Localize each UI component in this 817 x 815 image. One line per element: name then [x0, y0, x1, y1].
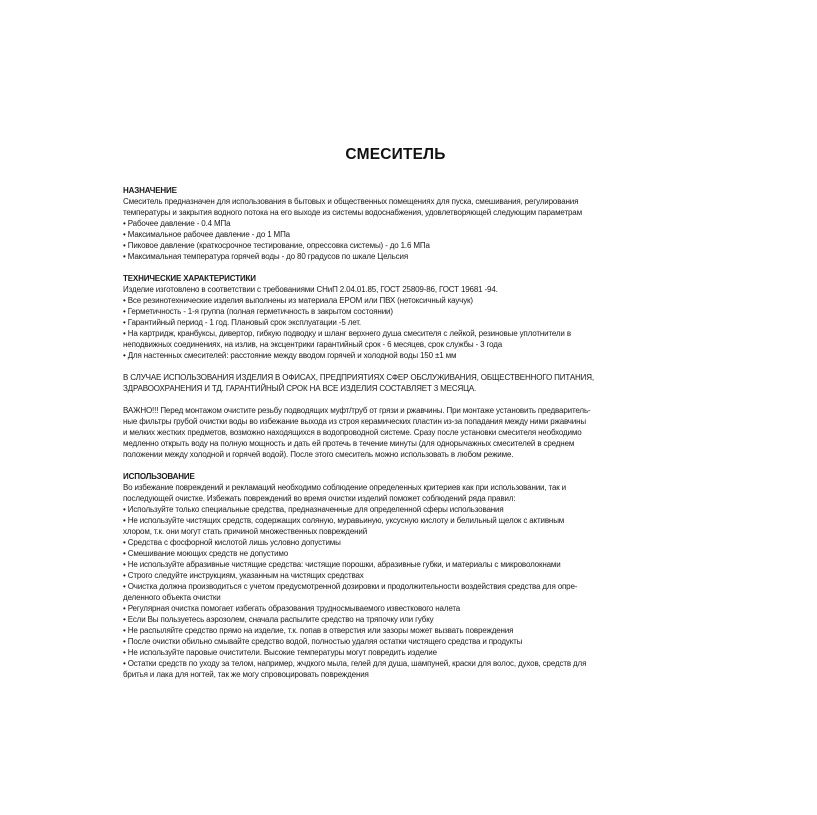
text-line: хлором, т.к. они могут стать причиной множественных повреждений [123, 527, 368, 536]
section-usage [123, 471, 668, 680]
list-item: • Гарантийный период - 1 год. Плановый срок эксплуатации -5 лет. [123, 318, 361, 327]
list-item: • Максимальная температура горячей воды - до 80 градусов по шкале Цельсия [123, 252, 408, 261]
notice-line: В СЛУЧАЕ ИСПОЛЬЗОВАНИЯ ИЗДЕЛИЯ В ОФИСАХ, ПРЕДПРИЯТИЯХ СФЕР ОБСЛУЖИВАНИЯ, ОБЩЕСТВЕННОГО ПИТАНИЯ, [123, 373, 594, 382]
list-item: • На картридж, кранбуксы, дивертор, гибкую подводку и шланг верхнего душа смесителя с лейкой, резиновые уплотнители в [123, 329, 571, 338]
text-line: бритья и лака для ногтей, так же могу спровоцировать повреждения [123, 670, 369, 679]
list-item: • Не используйте паровые очистители. Высокие температуры могут повредить изделие [123, 648, 437, 657]
list-item: • Если Вы пользуетесь аэрозолем, сначала распылите средство на тряпочку или губку [123, 615, 434, 624]
text-line: и мелких жестких предметов, возможно находящихся в водопроводной системе. Сразу после установки смесителя необходимо [123, 428, 582, 437]
section-heading-specs: ТЕХНИЧЕСКИЕ ХАРАКТЕРИСТИКИ [123, 274, 256, 283]
text-line: Во избежание повреждений и рекламаций необходимо соблюдение определенных критериев как при использовании, так и [123, 483, 566, 492]
list-item: • Не используйте чистящих средств, содержащих соляную, муравьиную, уксусную кислоту и белильный щелок с активным [123, 516, 565, 525]
text-line: положении между холодной и горячей водой). После этого смеситель можно использовать в любом режиме. [123, 450, 514, 459]
section-purpose [123, 185, 668, 262]
text-line: медленно открыть воду на полную мощность и дать ей протечь в течение минуты (для однорычажных смесителей в среднем [123, 439, 575, 448]
text-line: неподвижных соединениях, на излив, на эксцентрики гарантийный срок - 6 месяцев, срок службы - 3 года [123, 340, 503, 349]
list-item: • Регулярная очистка помогает избегать образования трудносмываемого известкового налета [123, 604, 461, 613]
section-notice [123, 372, 668, 394]
list-item: • Рабочее давление - 0.4 МПа [123, 219, 231, 228]
list-item: • Остатки средств по уходу за телом, например, жчдкого мыла, гелей для душа, шампуней, краски для волос, духов, средств для [123, 659, 587, 668]
list-item: • Для настенных смесителей: расстояние между вводом горячей и холодной воды 150 ±1 мм [123, 351, 457, 360]
text-line: последующей очистке. Избежать повреждений во время очистки изделий поможет соблюдений ряда правил: [123, 494, 516, 503]
text-line: деленного объекта очистки [123, 593, 221, 602]
text-line: Смеситель предназначен для использования в бытовых и общественных помещениях для пуска, смешивания, регулирования [123, 197, 579, 206]
text-line: Изделие изготовлено в соответствии с требованиями СНиП 2.04.01.85, ГОСТ 25809-86, ГОСТ 19681 -94. [123, 285, 498, 294]
instruction-sheet [123, 146, 668, 691]
text-line: ВАЖНО!!! Перед монтажом очистите резьбу подводящих муфт/труб от грязи и ржавчины. При монтаже установить предваритель- [123, 406, 591, 415]
page-title: СМЕСИТЕЛЬ [345, 146, 446, 163]
list-item: • Очистка должна производиться с учетом предусмотренной дозировки и продолжительности воздействия средства для опре- [123, 582, 578, 591]
section-important [123, 405, 668, 460]
list-item: • Герметичность - 1-я группа (полная герметичность в закрытом состоянии) [123, 307, 393, 316]
text-line: температуры и закрытия водного потока на его выходе из системы водоснабжения, удовлетворяющей следующим параметрам [123, 208, 582, 217]
list-item: • Не распыляйте средство прямо на изделие, т.к. попав в отверстия или зазоры может вызвать повреждения [123, 626, 514, 635]
list-item: • Максимальное рабочее давление - до 1 МПа [123, 230, 290, 239]
text-line: ные фильтры грубой очистки воды во избежание выхода из строя керамических пластин из-за попадания между ними ржавчины [123, 417, 586, 426]
list-item: • Средства с фосфорной кислотой лишь условно допустимы [123, 538, 341, 547]
notice-line: ЗДРАВООХРАНЕНИЯ И ТД. ГАРАНТИЙНЫЙ СРОК НА ВСЕ ИЗДЕЛИЯ СОСТАВЛЯЕТ 3 МЕСЯЦА. [123, 384, 477, 393]
section-specs [123, 273, 668, 361]
section-heading-purpose: НАЗНАЧЕНИЕ [123, 186, 177, 195]
list-item: • Пиковое давление (краткосрочное тестирование, опрессовка системы) - до 1.6 МПа [123, 241, 430, 250]
list-item: • Смешивание моющих средств не допустимо [123, 549, 289, 558]
list-item: • Используйте только специальные средства, предназначенные для определенной сферы использования [123, 505, 504, 514]
list-item: • После очистки обильно смывайте средство водой, полностью удаляя остатки чистящего средства и продукты [123, 637, 523, 646]
section-heading-usage: ИСПОЛЬЗОВАНИЕ [123, 472, 195, 481]
list-item: • Строго следуйте инструкциям, указанным на чистящих средствах [123, 571, 364, 580]
list-item: • Не используйте абразивные чистящие средства: чистящие порошки, абразивные губки, и материалы с микроволокнами [123, 560, 561, 569]
list-item: • Все резинотехнические изделия выполнены из материала EPOM или ПВХ (нетоксичный каучук) [123, 296, 473, 305]
